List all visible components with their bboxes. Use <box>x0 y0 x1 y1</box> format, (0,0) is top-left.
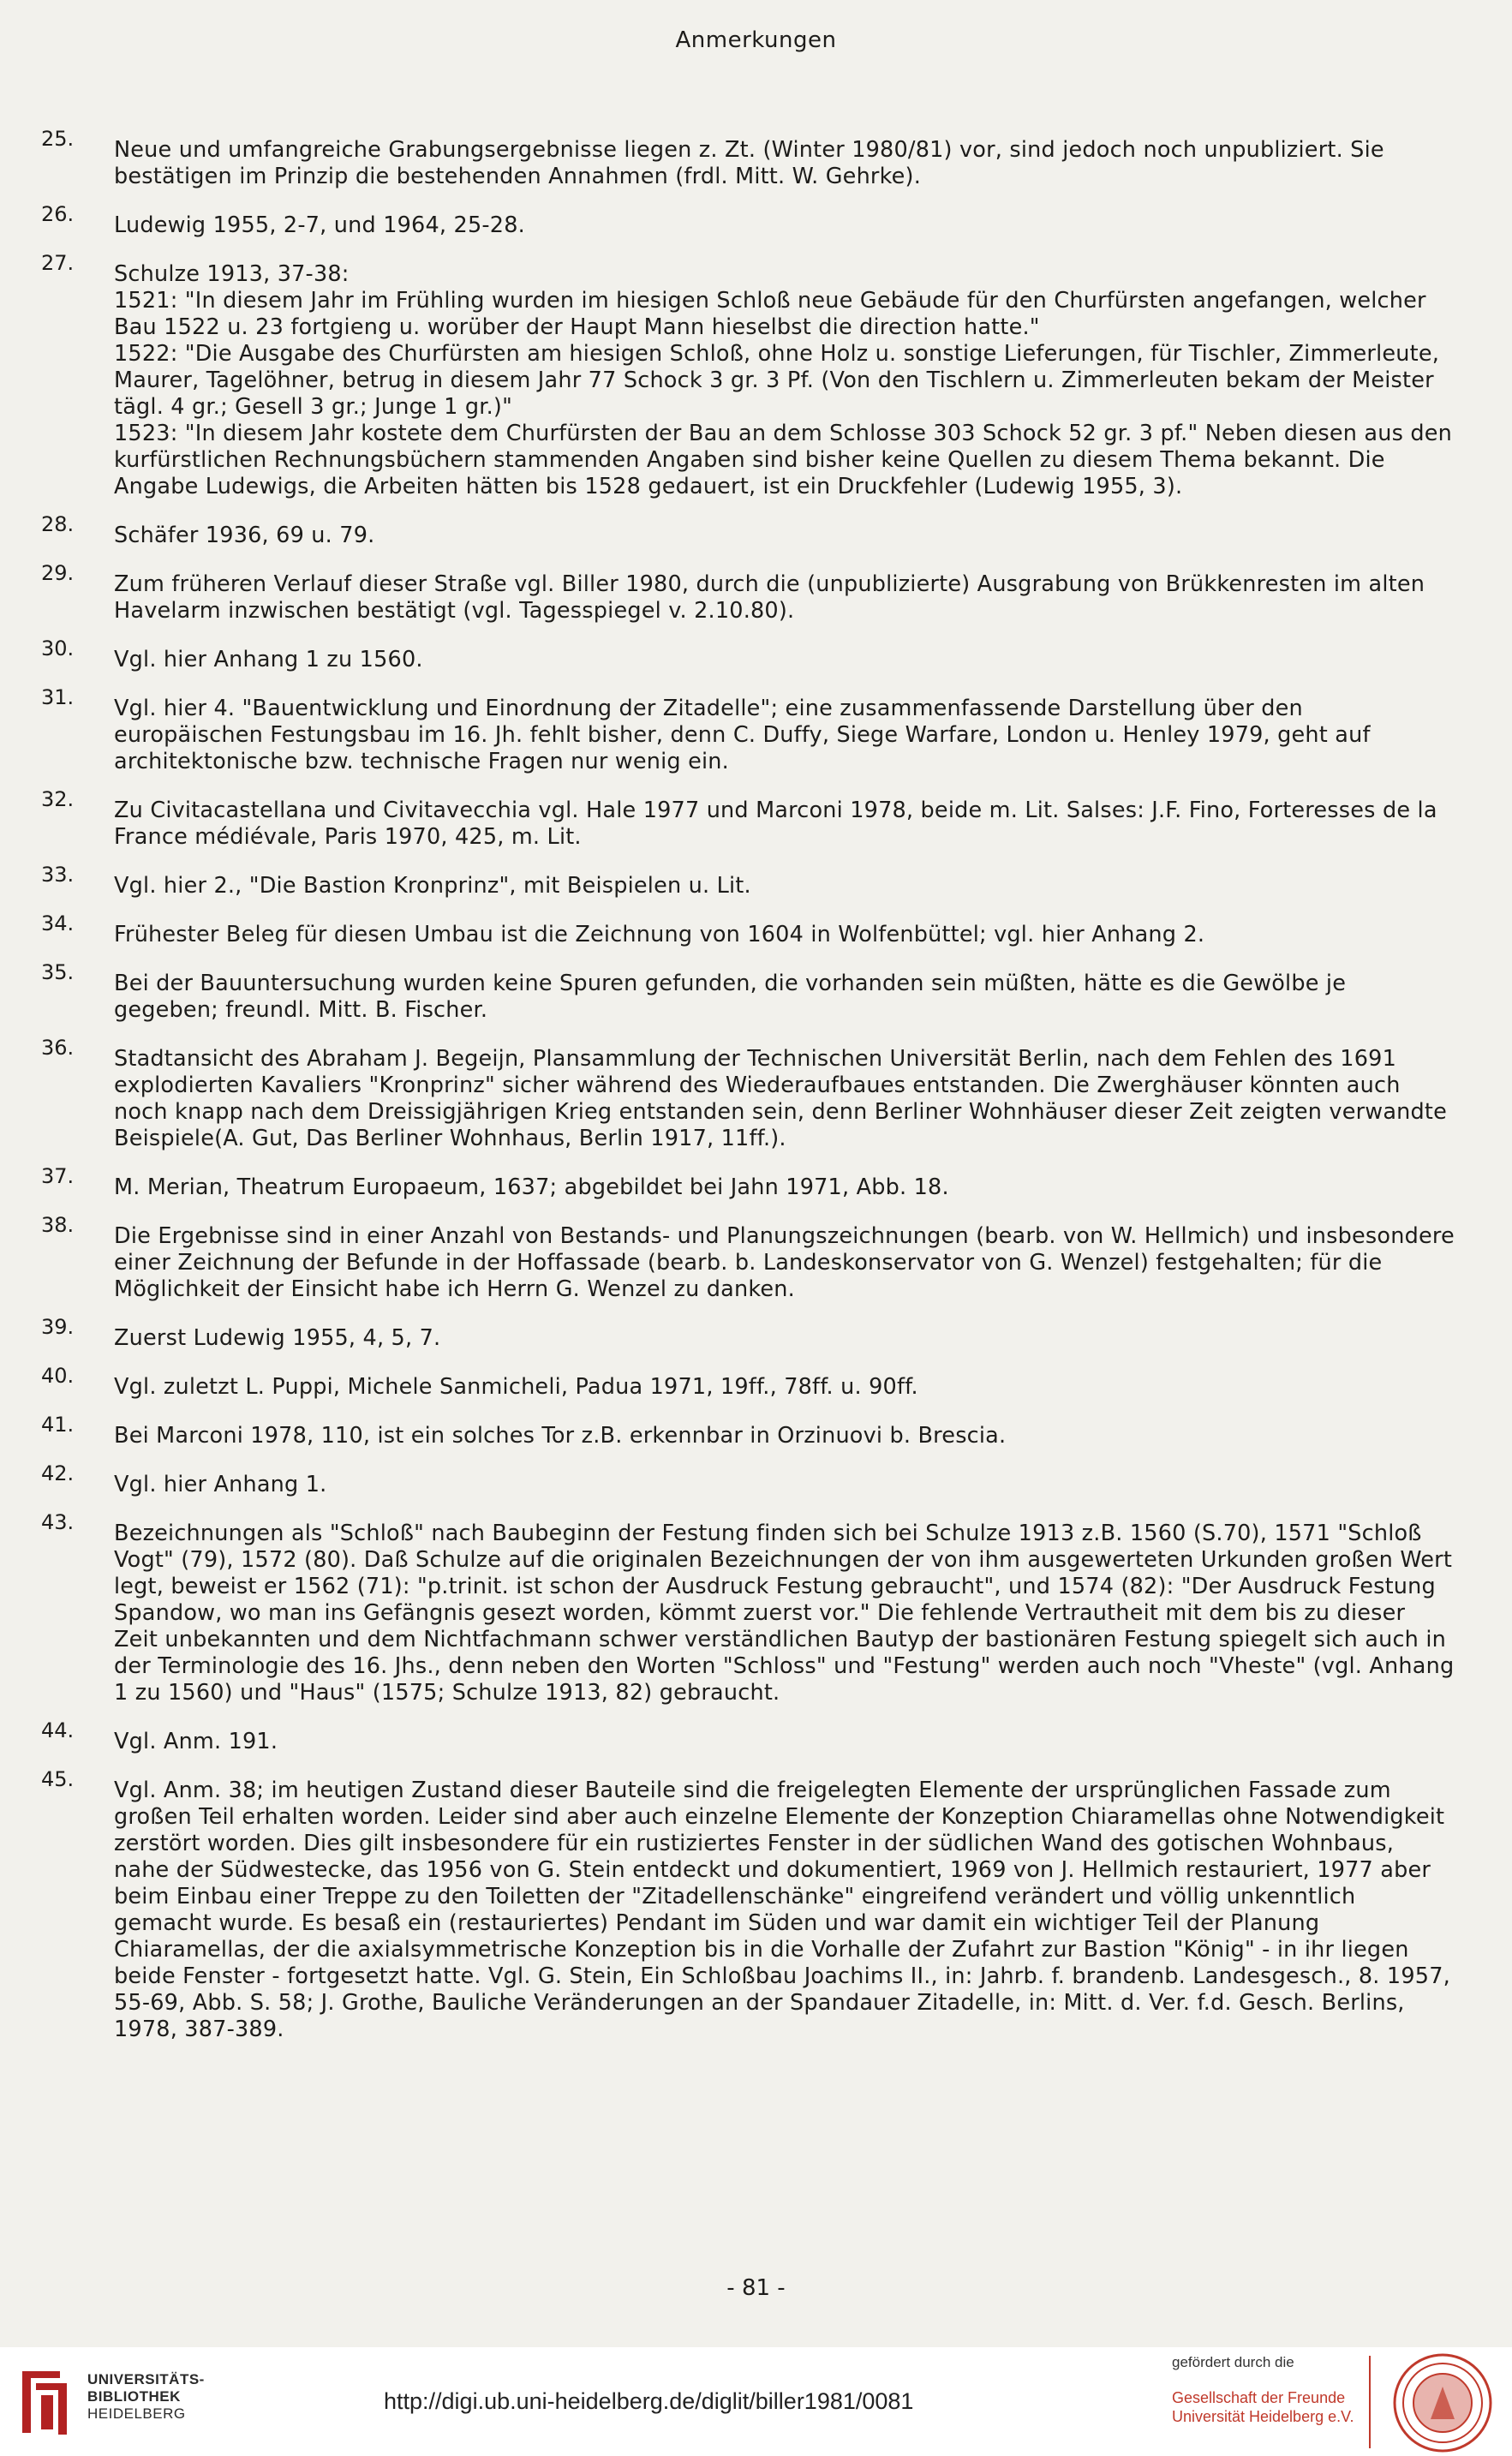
endnote-paragraph: Bei Marconi 1978, 110, ist ein solches Tor z.B. erkennbar in Orzinuovi b. Brescia. <box>114 1423 1007 1449</box>
endnote-number: 45. <box>41 1767 75 1791</box>
endnote-text <box>114 1778 1455 2043</box>
endnote-number: 39. <box>41 1315 75 1339</box>
endnote-text <box>114 798 1455 851</box>
endnote-text <box>114 971 1455 1024</box>
endnote-number: 32. <box>41 787 75 811</box>
endnote-number: 29. <box>41 561 75 585</box>
endnote-text <box>114 212 1455 239</box>
endnote-paragraph: Vgl. hier Anhang 1 zu 1560. <box>114 647 423 672</box>
endnote-paragraph: Bezeichnungen als "Schloß" nach Baubeginn der Festung finden sich bei Schulze 1913 z.B. 1560 (S.70), 1571 "Schloß Vogt" (79), 1572 (80). Daß Schulze auf die originalen Bezeichnungen der von ihm ausgewerteten Urkunden großen Wert legt, beweist er 1562 (71): "p.trinit. ist schon der Ausdruck Festung gebraucht", und 1574 (82): "Der Ausdruck Festung Spandow, wo man ins Gefängnis gesezt worden, kömmt zuerst vor." Die fehlende Vertrautheit mit dem bis zu dieser Zeit unbekannten und dem Nichtfachmann schwer verständlichen Bautyp der bastionären Festung spiegelt sich auch in der Terminologie des 16. Jhs., denn neben den Worten "Schloss" und "Festung" werden auch noch "Vheste" (vgl. Anhang 1 zu 1560) und "Haus" (1575; Schulze 1913, 82) gebraucht. <box>114 1521 1455 1706</box>
endnote-paragraph: 1521: "In diesem Jahr im Frühling wurden im hiesigen Schloß neue Gebäude für den Churfürsten angefangen, welcher Bau 1522 u. 23 fortgieng u. worüber der Haupt Mann hieselbst die direction hatte." <box>114 288 1426 340</box>
endnote-text <box>114 1521 1455 1706</box>
endnote-text <box>114 1729 1455 1755</box>
endnote-paragraph: 1522: "Die Ausgabe des Churfürsten am hiesigen Schloß, ohne Holz u. sonstige Lieferungen, für Tischler, Zimmerleute, Maurer, Tagelöhner, betrug in diesem Jahr 77 Schock 3 gr. 3 Pf. (Von den Tischlern u. Zimmerleuten bekam der Meister tägl. 4 gr.; Gesell 3 gr.; Junge 1 gr.)" <box>114 341 1440 420</box>
sponsor-name: Gesellschaft der Freunde Universität Heidelberg e.V. <box>1172 2389 1354 2425</box>
endnote-paragraph: Frühester Beleg für diesen Umbau ist die Zeichnung von 1604 in Wolfenbüttel; vgl. hier Anhang 2. <box>114 922 1205 947</box>
endnote-paragraph: Vgl. hier 2., "Die Bastion Kronprinz", mit Beispielen u. Lit. <box>114 873 751 899</box>
endnote <box>41 1767 1455 2043</box>
endnote <box>41 127 1455 190</box>
endnote-paragraph: Bei der Bauuntersuchung wurden keine Spuren gefunden, die vorhanden sein müßten, hätte es die Gewölbe je gegeben; freundl. Mitt. B. Fischer. <box>114 971 1347 1023</box>
running-header: Anmerkungen <box>675 27 837 53</box>
endnote-paragraph: M. Merian, Theatrum Europaeum, 1637; abgebildet bei Jahn 1971, Abb. 18. <box>114 1174 949 1200</box>
endnote-text <box>114 922 1455 948</box>
endnote <box>41 863 1455 899</box>
endnote <box>41 1510 1455 1706</box>
endnote <box>41 960 1455 1024</box>
endnote-paragraph: Stadtansicht des Abraham J. Begeijn, Plansammlung der Technischen Universität Berlin, nach dem Fehlen des 1691 explodierten Kavaliers "Kronprinz" sicher während des Wiederaufbaues entstanden. Die Zwerghäuser könnten auch noch knapp nach dem Dreissigjährigen Krieg entstanden sein, denn Berliner Wohnhäuser dieser Zeit zeigten verwandte Beispiele(A. Gut, Das Berliner Wohnhaus, Berlin 1917, 11ff.). <box>114 1046 1447 1151</box>
endnote-number: 40. <box>41 1364 75 1388</box>
digitization-footer <box>0 2347 1512 2456</box>
endnote-text <box>114 1325 1455 1352</box>
endnote-number: 34. <box>41 911 75 935</box>
endnote-paragraph: Vgl. hier Anhang 1. <box>114 1472 327 1497</box>
endnote <box>41 512 1455 549</box>
endnote-number: 31. <box>41 685 75 709</box>
endnote-number: 25. <box>41 127 75 151</box>
endnote-text <box>114 1472 1455 1498</box>
endnote-number: 28. <box>41 512 75 536</box>
endnote-paragraph: Ludewig 1955, 2-7, und 1964, 25-28. <box>114 212 525 238</box>
endnote-number: 27. <box>41 251 75 275</box>
endnote-number: 38. <box>41 1213 75 1237</box>
endnote-number: 36. <box>41 1036 75 1060</box>
endnote <box>41 1364 1455 1401</box>
library-logo-icon <box>15 2366 81 2440</box>
endnote-text <box>114 873 1455 899</box>
funded-by-label: gefördert durch die <box>1172 2354 1294 2370</box>
endnote-paragraph: Zu Civitacastellana und Civitavecchia vgl. Hale 1977 und Marconi 1978, beide m. Lit. Salses: J.F. Fino, Forteresses de la France médiévale, Paris 1970, 425, m. Lit. <box>114 798 1437 850</box>
endnote-text <box>114 137 1455 190</box>
endnote <box>41 1461 1455 1498</box>
endnote-text <box>114 571 1455 624</box>
permalink[interactable]: http://digi.ub.uni-heidelberg.de/diglit/biller1981/0081 <box>384 2388 914 2414</box>
endnote-paragraph: Zum früheren Verlauf dieser Straße vgl. Biller 1980, durch die (unpublizierte) Ausgrabung von Brükkenresten im alten Havelarm inzwischen bestätigt (vgl. Tagesspiegel v. 2.10.80). <box>114 571 1425 624</box>
endnote-paragraph: Schulze 1913, 37-38: <box>114 261 350 287</box>
endnote-paragraph: Zuerst Ludewig 1955, 4, 5, 7. <box>114 1325 441 1351</box>
endnote <box>41 685 1455 775</box>
endnote-text <box>114 1046 1455 1152</box>
endnote-text <box>114 261 1455 500</box>
endnotes-list <box>41 127 1455 2065</box>
endnote-paragraph: Vgl. Anm. 38; im heutigen Zustand dieser Bauteile sind die freigelegten Elemente der ursprünglichen Fassade zum großen Teil erhalten worden. Leider sind aber auch einzelne Elemente der Konzeption Chiaramellas ohne Notwendigkeit zerstört worden. Dies gilt insbesondere für ein rustiziertes Fenster in der südlichen Wand des gotischen Wohnbaus, nahe der Südwestecke, das 1956 von G. Stein entdeckt und dokumentiert, 1969 von J. Hellmich restauriert, 1977 aber beim Einbau einer Treppe zu den Toiletten der "Zitadellenschänke" eingreifend verändert und völlig unkenntlich gemacht wurde. Es besaß ein (restauriertes) Pendant im Süden und war damit ein wichtiger Teil der Planung Chiaramellas, der die axialsymmetrische Konzeption bis in die Vorhalle der Zufahrt zur Bastion "König" - in ihr liegen beide Fenster - fortgesetzt hatte. Vgl. G. Stein, Ein Schloßbau Joachims II., in: Jahrb. f. brandenb. Landesgesch., 8. 1957, 55-69, Abb. S. 58; J. Grothe, Bauliche Veränderungen an der Spandauer Zitadelle, in: Mitt. d. Ver. f.d. Gesch. Berlins, 1978, 387-389. <box>114 1778 1450 2042</box>
page-number: - 81 - <box>726 2275 786 2301</box>
endnote-text <box>114 696 1455 775</box>
endnote-text <box>114 1174 1455 1201</box>
endnote-number: 44. <box>41 1718 75 1742</box>
endnote-number: 26. <box>41 202 75 226</box>
endnote-text <box>114 1374 1455 1401</box>
endnote <box>41 1718 1455 1755</box>
endnote <box>41 1036 1455 1152</box>
endnote-number: 42. <box>41 1461 75 1485</box>
endnote-number: 33. <box>41 863 75 887</box>
endnote <box>41 251 1455 500</box>
endnote-number: 41. <box>41 1413 75 1437</box>
endnote-paragraph: Vgl. Anm. 191. <box>114 1729 278 1754</box>
endnote-number: 30. <box>41 636 75 660</box>
endnote <box>41 561 1455 624</box>
endnote-paragraph: 1523: "In diesem Jahr kostete dem Churfürsten der Bau an dem Schlosse 303 Schock 52 gr. 3 pf." Neben diesen aus den kurfürstlichen Rechnungsbüchern stammenden Angaben sind bisher keine Quellen zu diesem Thema bekannt. Die Angabe Ludewigs, die Arbeiten hätten bis 1528 gedauert, ist ein Druckfehler (Ludewig 1955, 3). <box>114 421 1453 499</box>
endnote <box>41 787 1455 851</box>
endnote-paragraph: Vgl. zuletzt L. Puppi, Michele Sanmicheli, Padua 1971, 19ff., 78ff. u. 90ff. <box>114 1374 918 1400</box>
endnote <box>41 1413 1455 1449</box>
endnote-text <box>114 1223 1455 1303</box>
endnote-number: 37. <box>41 1164 75 1188</box>
endnote <box>41 911 1455 948</box>
endnote-text <box>114 647 1455 673</box>
endnote-text <box>114 1423 1455 1449</box>
endnote-text <box>114 523 1455 549</box>
endnote-paragraph: Schäfer 1936, 69 u. 79. <box>114 523 375 548</box>
endnote-paragraph: Vgl. hier 4. "Bauentwicklung und Einordnung der Zitadelle"; eine zusammenfassende Darstellung über den europäischen Festungsbau im 16. Jh. fehlt bisher, denn C. Duffy, Siege Warfare, London u. Henley 1979, geht auf architektonische bzw. technische Fragen nur wenig ein. <box>114 696 1371 774</box>
endnote-paragraph: Die Ergebnisse sind in einer Anzahl von Bestands- und Planungszeichnungen (bearb. von W. Hellmich) und insbesondere einer Zeichnung der Befunde in der Hoffassade (bearb. b. Landeskonservator von G. Wenzel) festgehalten; für die Möglichkeit der Einsicht habe ich Herrn G. Wenzel zu danken. <box>114 1223 1455 1302</box>
endnote <box>41 636 1455 673</box>
endnote-paragraph: Neue und umfangreiche Grabungsergebnisse liegen z. Zt. (Winter 1980/81) vor, sind jedoch noch unpubliziert. Sie bestätigen im Prinzip die bestehenden Annahmen (frdl. Mitt. W. Gehrke). <box>114 137 1384 189</box>
endnote <box>41 1164 1455 1201</box>
endnote <box>41 202 1455 239</box>
endnote-number: 35. <box>41 960 75 984</box>
endnote-number: 43. <box>41 1510 75 1534</box>
footer-divider <box>1369 2356 1371 2448</box>
university-seal-icon <box>1392 2352 1493 2453</box>
endnote <box>41 1213 1455 1303</box>
endnote <box>41 1315 1455 1352</box>
library-name: UNIVERSITÄTS- BIBLIOTHEK HEIDELBERG <box>87 2371 205 2422</box>
